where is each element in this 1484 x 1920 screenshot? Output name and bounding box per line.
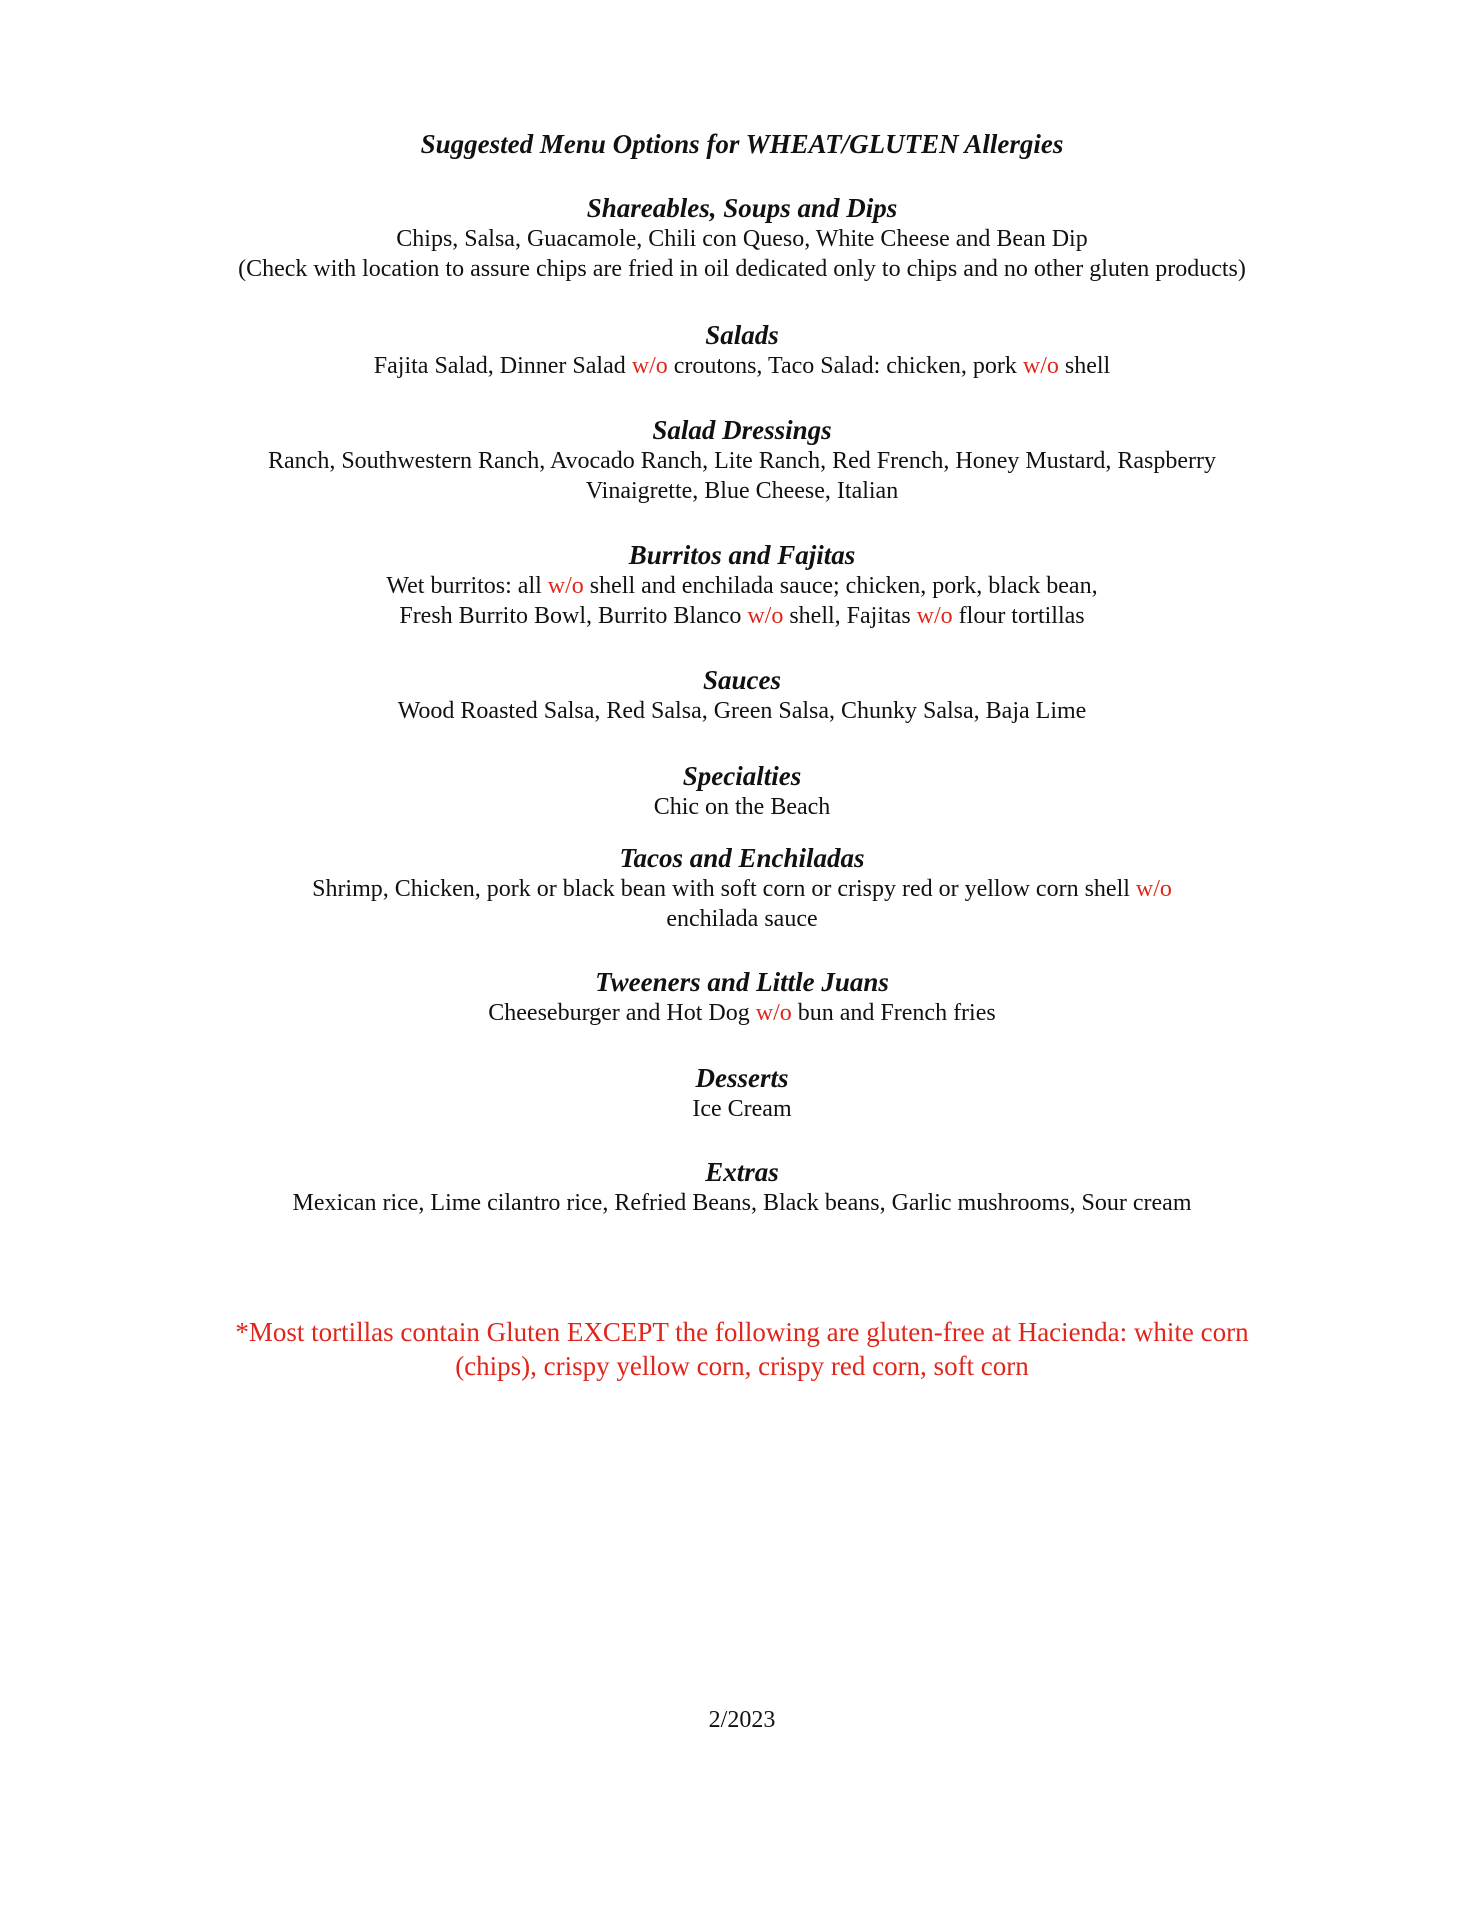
section-line: Mexican rice, Lime cilantro rice, Refried Beans, Black beans, Garlic mushrooms, Sour cream	[292, 1190, 1192, 1216]
gluten-free-tortilla-note	[150, 1315, 1334, 1383]
section-salads	[0, 319, 1484, 381]
text-segment: shell and enchilada sauce; chicken, pork, black bean,	[583, 573, 1098, 599]
section-desserts	[0, 1062, 1484, 1124]
section-line: Chic on the Beach	[653, 794, 831, 820]
section-specialties	[0, 760, 1484, 822]
text-segment: Cheeseburger and Hot Dog	[488, 1000, 756, 1026]
without-marker: w/o	[747, 603, 784, 629]
note-line: *Most tortillas contain Gluten EXCEPT the following are gluten-free at Hacienda: white corn	[235, 1317, 1249, 1347]
section-dressings	[0, 414, 1484, 506]
section-heading: Desserts	[695, 1063, 789, 1093]
text-segment: bun and French fries	[791, 1000, 996, 1026]
section-heading: Salad Dressings	[652, 415, 832, 445]
section-line: Ranch, Southwestern Ranch, Avocado Ranch, Lite Ranch, Red French, Honey Mustard, Raspberry	[268, 448, 1216, 474]
section-heading: Sauces	[702, 665, 781, 695]
section-tweeners	[0, 966, 1484, 1028]
section-line	[0, 351, 1484, 381]
section-heading: Shareables, Soups and Dips	[586, 193, 898, 223]
text-segment: flour tortillas	[952, 603, 1085, 629]
document-title: Suggested Menu Options for WHEAT/GLUTEN Allergies	[420, 129, 1064, 159]
section-line: Chips, Salsa, Guacamole, Chili con Queso, White Cheese and Bean Dip	[396, 226, 1088, 252]
footer-date: 2/2023	[708, 1707, 776, 1733]
text-segment: shell, Fajitas	[783, 603, 917, 629]
section-heading: Burritos and Fajitas	[628, 540, 856, 570]
text-segment: shell	[1058, 353, 1111, 379]
section-line	[0, 601, 1484, 631]
section-line: Vinaigrette, Blue Cheese, Italian	[585, 478, 899, 504]
section-heading: Extras	[705, 1157, 779, 1187]
section-line	[0, 571, 1484, 601]
section-sauces	[0, 664, 1484, 726]
section-burritos	[0, 539, 1484, 631]
text-segment: Fajita Salad, Dinner Salad	[373, 353, 632, 379]
section-note-line: (Check with location to assure chips are fried in oil dedicated only to chips and no other gluten products)	[238, 256, 1246, 282]
section-line	[0, 874, 1484, 904]
section-line: Wood Roasted Salsa, Red Salsa, Green Salsa, Chunky Salsa, Baja Lime	[397, 698, 1087, 724]
section-shareables	[0, 192, 1484, 284]
without-marker: w/o	[755, 1000, 792, 1026]
text-segment: croutons, Taco Salad: chicken, pork	[667, 353, 1023, 379]
without-marker: w/o	[547, 573, 584, 599]
without-marker: w/o	[1135, 876, 1172, 902]
section-line	[0, 998, 1484, 1028]
section-tacos	[0, 842, 1484, 934]
section-heading: Salads	[705, 320, 779, 350]
section-line: enchilada sauce	[666, 906, 818, 932]
text-segment: Shrimp, Chicken, pork or black bean with soft corn or crispy red or yellow corn shell	[312, 876, 1136, 902]
section-line: Ice Cream	[692, 1096, 792, 1122]
section-heading: Tweeners and Little Juans	[595, 967, 889, 997]
text-segment: Fresh Burrito Bowl, Burrito Blanco	[399, 603, 748, 629]
without-marker: w/o	[631, 353, 668, 379]
section-extras	[0, 1156, 1484, 1218]
note-line: (chips), crispy yellow corn, crispy red corn, soft corn	[455, 1351, 1029, 1381]
section-heading: Tacos and Enchiladas	[619, 843, 865, 873]
text-segment: Wet burritos: all	[386, 573, 548, 599]
section-heading: Specialties	[682, 761, 802, 791]
without-marker: w/o	[1022, 353, 1059, 379]
without-marker: w/o	[916, 603, 953, 629]
